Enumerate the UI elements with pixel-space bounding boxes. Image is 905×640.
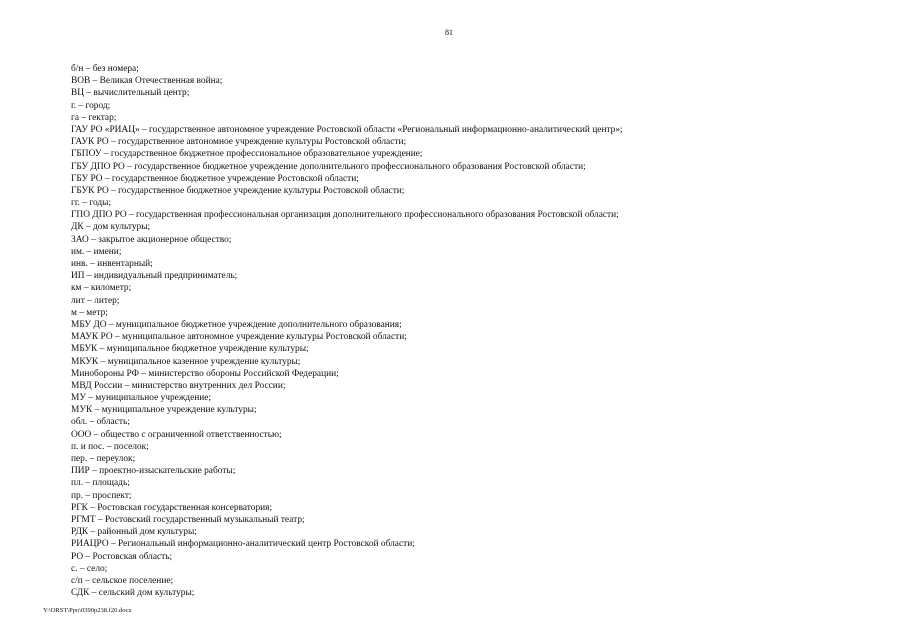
page-number: 81: [445, 28, 453, 37]
list-item: РИАЦРО – Региональный информационно-аналитический центр Ростовской области;: [71, 539, 415, 550]
list-item: МБУК – муниципальное бюджетное учреждение культуры;: [71, 344, 309, 355]
list-item: ГАУ РО «РИАЦ» – государственное автономное учреждение Ростовской области «Региональный информационно-аналитический центр»;: [71, 124, 623, 135]
list-item: пер. – переулок;: [71, 454, 136, 464]
list-item: ГАУК РО – государственное автономное учреждение культуры Ростовской области;: [71, 137, 407, 148]
list-item: МКУК – муниципальное казенное учреждение культуры;: [71, 356, 301, 367]
list-item: пр. – проспект;: [71, 490, 132, 501]
list-item: МУ – муниципальное учреждение;: [71, 393, 212, 404]
list-item: ГБУ РО – государственное бюджетное учреждение Ростовской области;: [71, 173, 359, 184]
list-item: ИП – индивидуальный предприниматель;: [71, 271, 238, 282]
abbreviation-list: [71, 63, 623, 599]
list-item: инв. – инвентарный;: [71, 259, 153, 269]
list-item: ВЦ – вычислительный центр;: [71, 88, 190, 99]
list-item: обл. – область;: [71, 417, 130, 428]
list-item: ГБУ ДПО РО – государственное бюджетное учреждение дополнительного профессионального образования Ростовской области;: [71, 161, 586, 172]
list-item: МБУ ДО – муниципальное бюджетное учреждение дополнительного образования;: [71, 319, 402, 330]
list-item: ГБПОУ – государственное бюджетное профессиональное образовательное учреждение;: [71, 149, 423, 160]
list-item: РГК – Ростовская государственная консерватория;: [71, 502, 273, 513]
list-item: б/н – без номера;: [71, 64, 139, 74]
list-item: м – метр;: [71, 307, 108, 318]
list-item: ПИР – проектно-изыскательские работы;: [71, 466, 236, 477]
list-item: лит – литер;: [71, 295, 120, 306]
list-item: ЗАО – закрытое акционерное общество;: [71, 234, 232, 245]
list-item: ГБУК РО – государственное бюджетное учреждение культуры Ростовской области;: [71, 185, 405, 196]
list-item: РГМТ – Ростовский государственный музыкальный театр;: [71, 514, 305, 525]
list-item: МАУК РО – муниципальное автономное учреждение культуры Ростовской области;: [71, 332, 407, 343]
list-item: МВД России – министерство внутренних дел России;: [71, 380, 286, 391]
list-item: г. – город;: [71, 100, 111, 111]
list-item: гг. – годы;: [71, 198, 112, 209]
list-item: км – километр;: [71, 283, 132, 294]
list-item: РДК – районный дом культуры;: [71, 527, 197, 538]
list-item: га – гектар;: [71, 112, 117, 123]
list-item: п. и пос. – поселок;: [71, 441, 149, 452]
list-item: с. – село;: [71, 563, 108, 574]
list-item: ВОВ – Великая Отечественная война;: [71, 76, 223, 87]
list-item: МУК – муниципальное учреждение культуры;: [71, 405, 257, 416]
list-item: СДК – сельский дом культуры;: [71, 588, 195, 599]
list-item: ООО – общество с ограниченной ответственностью;: [71, 429, 282, 440]
document-file-path: Y:\ORST\Ppo\0390p238.f20.docx: [43, 607, 132, 614]
list-item: ГПО ДПО РО – государственная профессиональная организация дополнительного профессионального образования Ростовской области;: [71, 210, 619, 221]
list-item: Минобороны РФ – министерство обороны Российской Федерации;: [71, 368, 339, 379]
list-item: с/п – сельское поселение;: [71, 575, 174, 586]
list-item: ДК – дом культуры;: [71, 222, 151, 233]
list-item: пл. – площадь;: [71, 478, 130, 489]
list-item: им. – имени;: [71, 246, 122, 257]
list-item: РО – Ростовская область;: [71, 551, 173, 562]
